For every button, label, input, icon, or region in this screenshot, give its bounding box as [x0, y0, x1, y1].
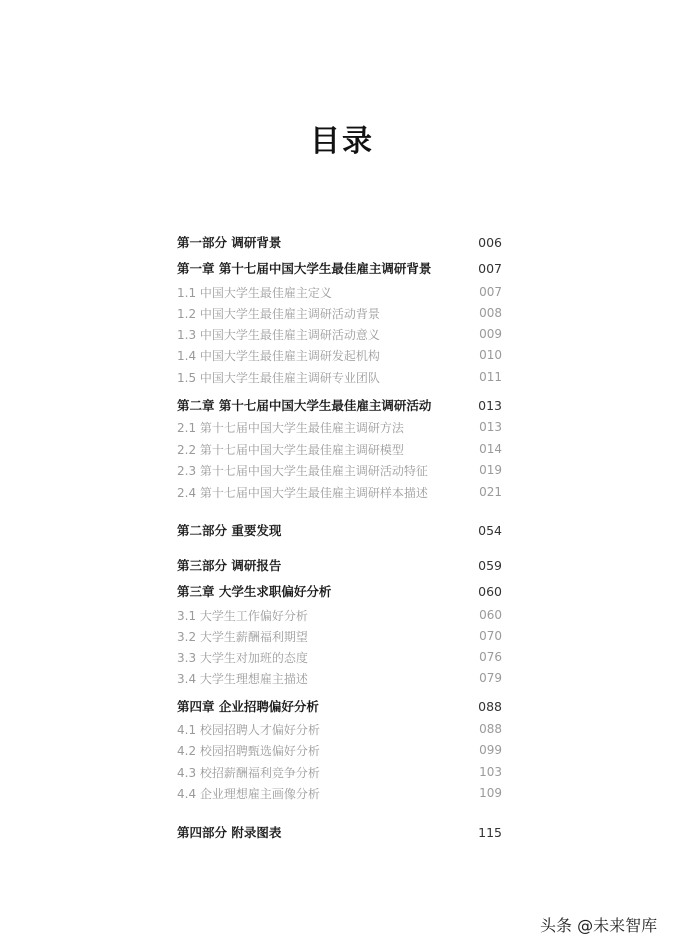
toc-entry-page: 013 — [478, 397, 502, 413]
toc-entry-label: 第四部分 附录图表 — [177, 825, 282, 840]
toc-entry[interactable] — [177, 282, 502, 302]
toc-entry[interactable] — [177, 668, 502, 688]
toc-entry-page: 099 — [479, 743, 502, 757]
toc-entry-label: 3.2 大学生薪酬福利期望 — [177, 629, 308, 644]
toc-entry-label: 第一部分 调研背景 — [177, 235, 282, 250]
toc-entry[interactable] — [177, 555, 502, 575]
toc-entry[interactable] — [177, 324, 502, 344]
toc-entry[interactable] — [177, 303, 502, 323]
toc-entry-page: 070 — [479, 629, 502, 643]
toc-entry-label: 1.2 中国大学生最佳雇主调研活动背景 — [177, 306, 380, 321]
toc-entry-label: 1.3 中国大学生最佳雇主调研活动意义 — [177, 327, 380, 342]
page-title: 目录 — [310, 124, 374, 159]
toc-entry-label: 4.1 校园招聘人才偏好分析 — [177, 722, 320, 737]
toc-entry[interactable] — [177, 647, 502, 667]
toc-entry-page: 054 — [478, 522, 502, 538]
toc-entry-page: 103 — [479, 765, 502, 779]
toc-entry-page: 010 — [479, 348, 502, 362]
watermark: 头条 @未来智库 — [540, 916, 658, 935]
toc-entry-label: 2.4 第十七届中国大学生最佳雇主调研样本描述 — [177, 485, 428, 500]
toc-entry-label: 4.3 校招薪酬福利竞争分析 — [177, 765, 320, 780]
toc-entry[interactable] — [177, 520, 502, 540]
toc-entry[interactable] — [177, 581, 502, 601]
toc-entry[interactable] — [177, 719, 502, 739]
toc-entry-page: 019 — [479, 463, 502, 477]
toc-entry[interactable] — [177, 417, 502, 437]
toc-entry-label: 2.3 第十七届中国大学生最佳雇主调研活动特征 — [177, 463, 428, 478]
toc-entry-label: 4.4 企业理想雇主画像分析 — [177, 786, 320, 801]
toc-entry-page: 076 — [479, 650, 502, 664]
toc-entry[interactable] — [177, 232, 502, 252]
toc-entry-page: 079 — [479, 671, 502, 685]
toc-entry-page: 088 — [479, 722, 502, 736]
toc-entry[interactable] — [177, 367, 502, 387]
toc-entry[interactable] — [177, 258, 502, 278]
toc-entry[interactable] — [177, 605, 502, 625]
toc-entry-label: 4.2 校园招聘甄选偏好分析 — [177, 743, 320, 758]
toc-entry[interactable] — [177, 696, 502, 716]
toc-entry-page: 011 — [479, 370, 502, 384]
toc-entry-page: 013 — [479, 420, 502, 434]
toc-entry[interactable] — [177, 460, 502, 480]
toc-entry-page: 007 — [479, 285, 502, 299]
toc-entry-page: 008 — [479, 306, 502, 320]
toc-entry-page: 109 — [479, 786, 502, 800]
toc-entry-label: 1.1 中国大学生最佳雇主定义 — [177, 285, 332, 300]
toc-entry[interactable] — [177, 395, 502, 415]
toc-entry-page: 006 — [478, 234, 502, 250]
toc-entry-label: 第二章 第十七届中国大学生最佳雇主调研活动 — [177, 398, 432, 413]
toc-entry-page: 059 — [478, 557, 502, 573]
toc-entry-label: 3.1 大学生工作偏好分析 — [177, 608, 308, 623]
toc-entry-page: 007 — [478, 260, 502, 276]
toc-entry[interactable] — [177, 822, 502, 842]
toc-entry-page: 021 — [479, 485, 502, 499]
toc-entry-page: 088 — [478, 698, 502, 714]
toc-entry-page: 009 — [479, 327, 502, 341]
toc-entry[interactable] — [177, 740, 502, 760]
toc-entry-page: 115 — [478, 824, 502, 840]
toc-entry-label: 第二部分 重要发现 — [177, 523, 282, 538]
toc-entry-label: 第四章 企业招聘偏好分析 — [177, 699, 319, 714]
toc-entry-label: 第三章 大学生求职偏好分析 — [177, 584, 332, 599]
toc-entry-label: 2.2 第十七届中国大学生最佳雇主调研模型 — [177, 442, 404, 457]
toc-entry-page: 060 — [479, 608, 502, 622]
toc-entry-label: 1.5 中国大学生最佳雇主调研专业团队 — [177, 370, 380, 385]
toc-entry-label: 1.4 中国大学生最佳雇主调研发起机构 — [177, 348, 380, 363]
toc-entry-label: 第一章 第十七届中国大学生最佳雇主调研背景 — [177, 261, 432, 276]
toc-entry-page: 060 — [478, 583, 502, 599]
toc-entry[interactable] — [177, 439, 502, 459]
toc-entry[interactable] — [177, 345, 502, 365]
toc-entry[interactable] — [177, 626, 502, 646]
toc-entry-page: 014 — [479, 442, 502, 456]
toc-entry-label: 2.1 第十七届中国大学生最佳雇主调研方法 — [177, 420, 404, 435]
toc-entry[interactable] — [177, 783, 502, 803]
toc-entry-label: 3.3 大学生对加班的态度 — [177, 650, 308, 665]
toc-entry-label: 第三部分 调研报告 — [177, 558, 282, 573]
toc-entry[interactable] — [177, 762, 502, 782]
toc-entry-label: 3.4 大学生理想雇主描述 — [177, 671, 308, 686]
toc-entry[interactable] — [177, 482, 502, 502]
